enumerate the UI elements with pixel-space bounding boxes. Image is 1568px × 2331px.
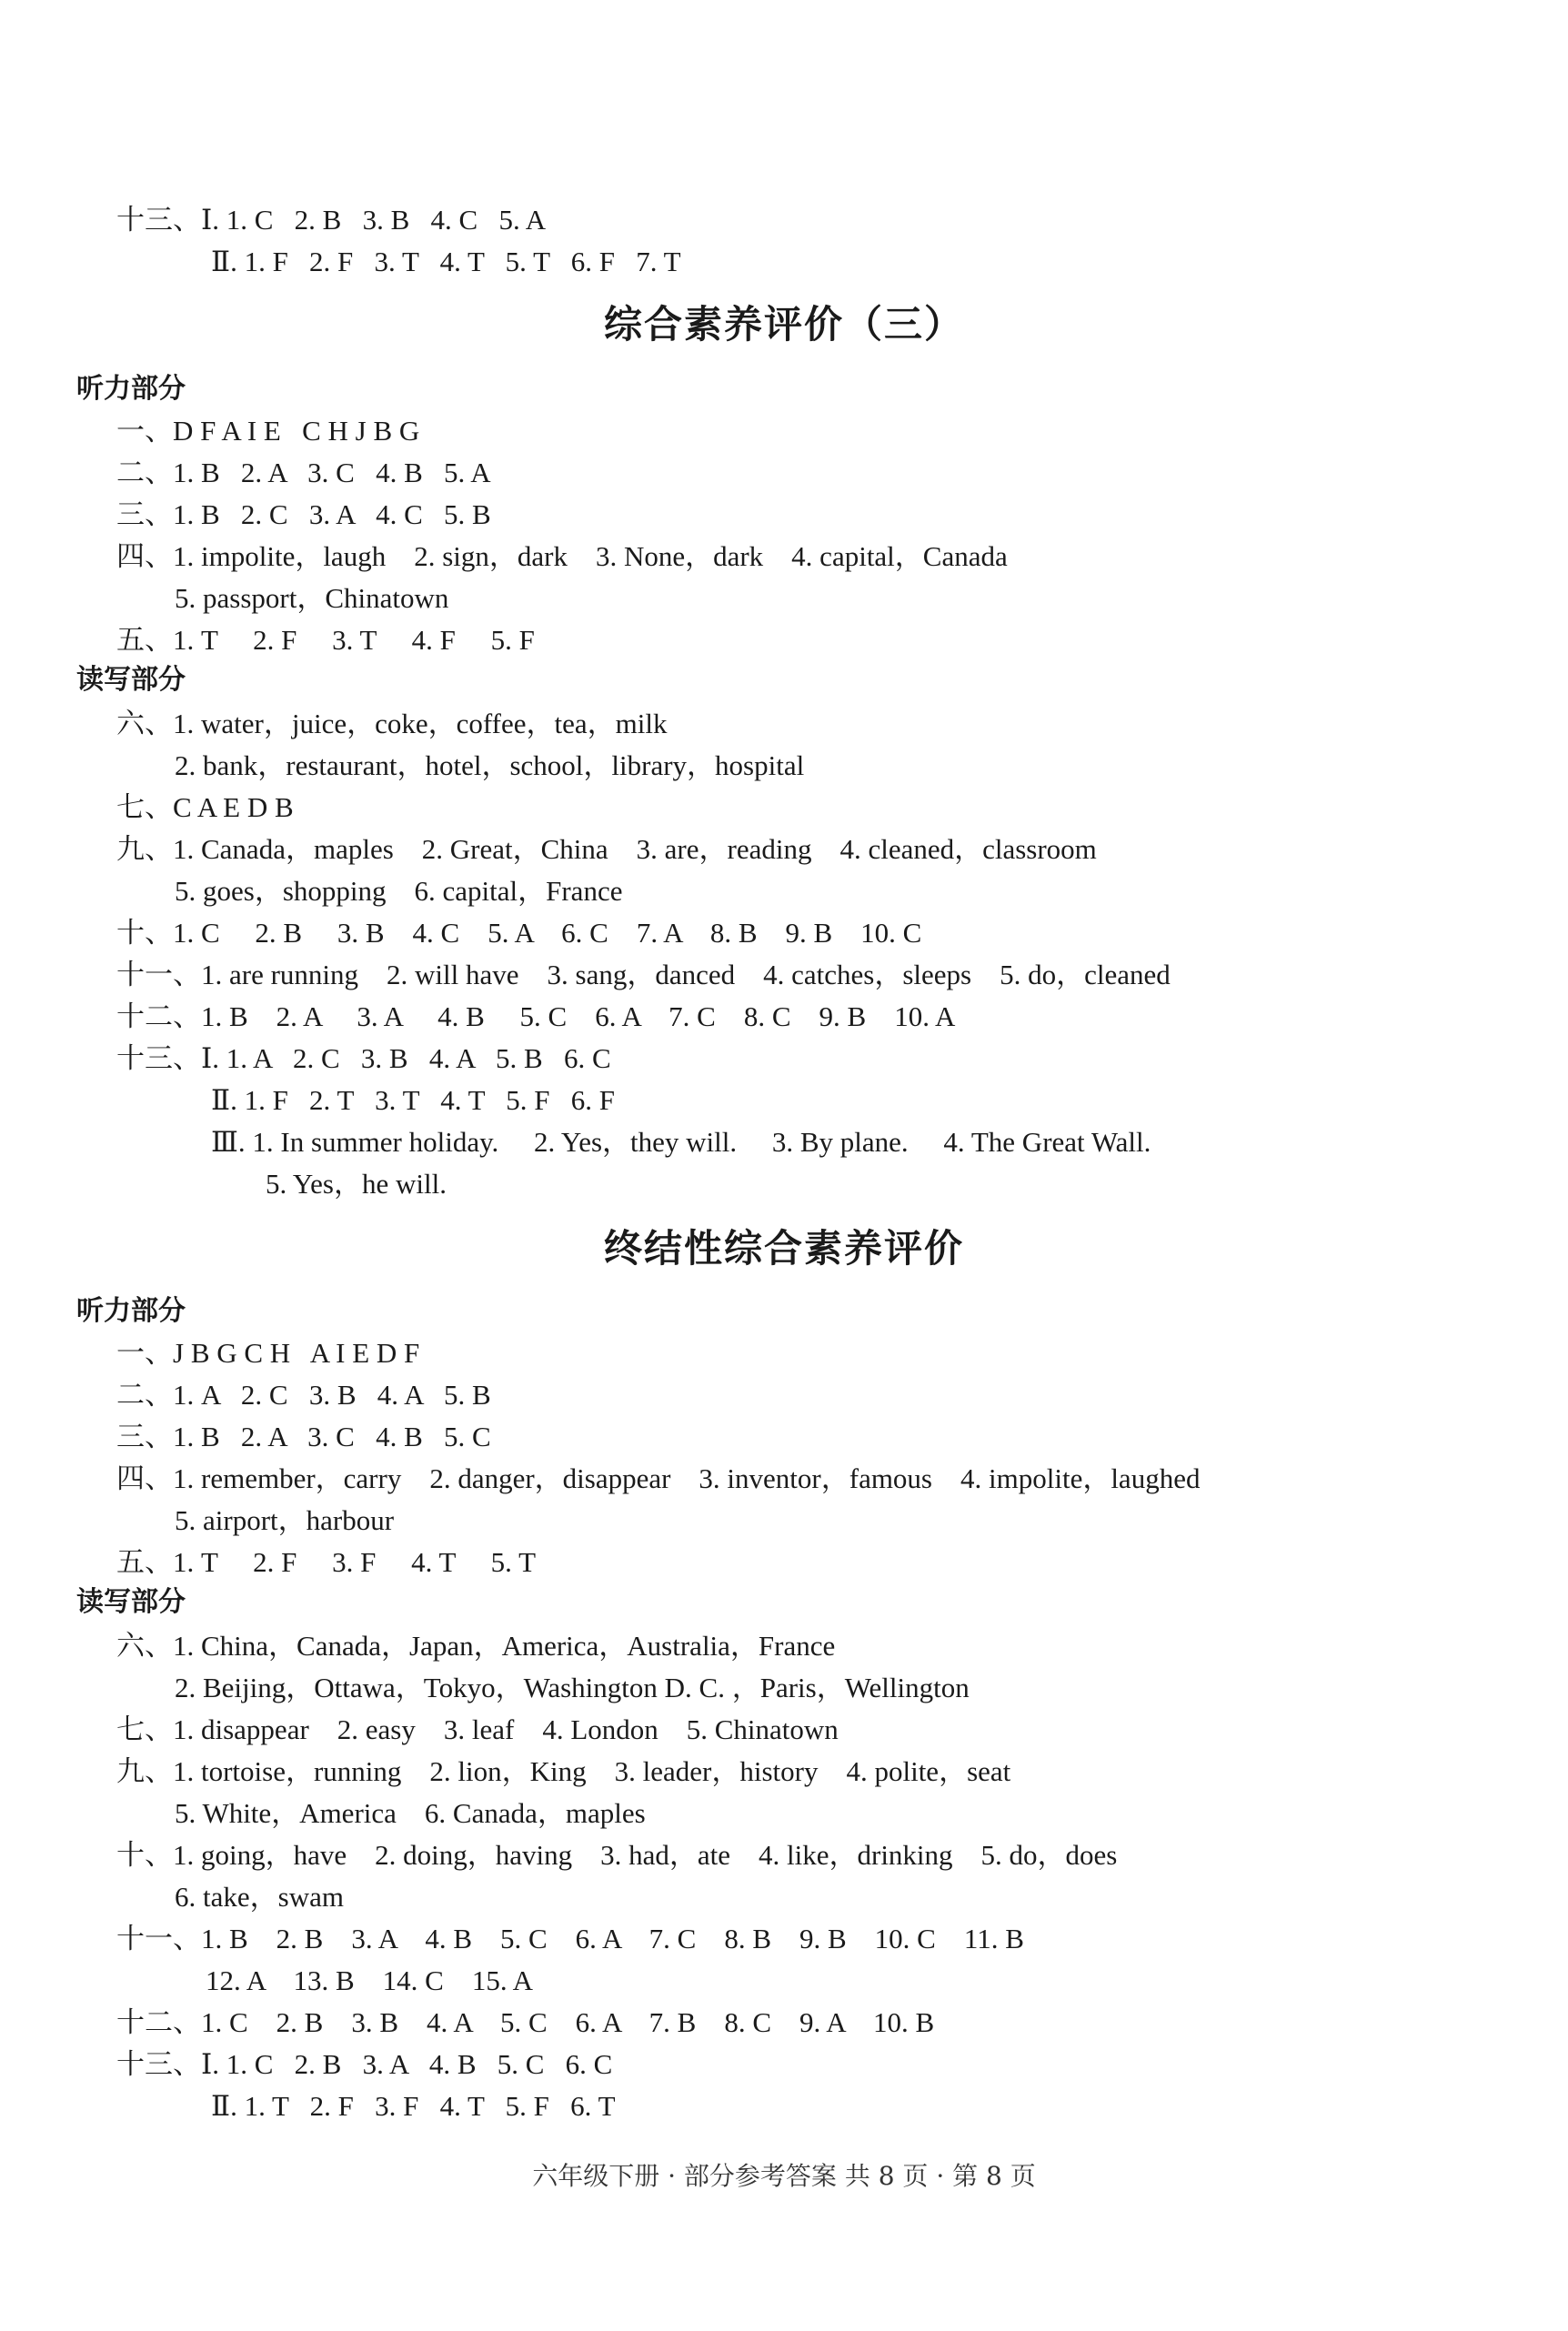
answer-line: 六、1. China，Canada，Japan，America，Australia，France xyxy=(116,1630,836,1662)
answer-line: 5. airport，harbour xyxy=(175,1504,395,1536)
answer-line: 十三、Ⅰ. 1. A 2. C 3. B 4. A 5. B 6. C xyxy=(116,1042,611,1074)
answer-line: 5. goes，shopping 6. capital，France xyxy=(175,875,623,907)
part-heading: 读写部分 xyxy=(76,1586,186,1618)
answer-line: 十二、1. C 2. B 3. B 4. A 5. C 6. A 7. B 8. C 9. A 10. B xyxy=(116,2006,935,2038)
part-heading: 听力部分 xyxy=(76,373,186,405)
answer-line: 6. take，swam xyxy=(175,1881,344,1913)
answer-line: 十、1. going，have 2. doing，having 3. had，ate 4. like，drinking 5. do，does xyxy=(116,1839,1118,1871)
answer-line: 十一、1. are running 2. will have 3. sang，danced 4. catches，sleeps 5. do，cleaned xyxy=(116,959,1171,990)
answer-line: 十一、1. B 2. B 3. A 4. B 5. C 6. A 7. C 8. B 9. B 10. C 11. B xyxy=(116,1923,1024,1954)
answer-line: 5. White，America 6. Canada，maples xyxy=(175,1797,646,1829)
answer-line: 六、1. water，juice，coke，coffee，tea，milk xyxy=(116,708,668,739)
answer-line: 二、1. B 2. A 3. C 4. B 5. A xyxy=(116,457,491,488)
answer-line: 五、1. T 2. F 3. F 4. T 5. T xyxy=(116,1546,537,1578)
part-heading: 读写部分 xyxy=(76,664,186,696)
answer-line: 七、C A E D B xyxy=(116,791,294,823)
answer-line: 十、1. C 2. B 3. B 4. C 5. A 6. C 7. A 8. B 9. B 10. C xyxy=(116,917,922,949)
answer-line: 2. bank，restaurant，hotel，school，library，hospital xyxy=(175,749,805,781)
answer-line: 七、1. disappear 2. easy 3. leaf 4. London 5. Chinatown xyxy=(116,1713,839,1745)
answer-line: Ⅱ. 1. F 2. T 3. T 4. T 5. F 6. F xyxy=(211,1084,615,1116)
part-heading: 听力部分 xyxy=(76,1295,186,1327)
page-footer: 六年级下册 · 部分参考答案 共 8 页 · 第 8 页 xyxy=(532,2161,1036,2191)
answer-line: 2. Beijing，Ottawa，Tokyo，Washington D. C. ，Paris，Wellington xyxy=(175,1672,970,1703)
answer-line: 九、1. Canada，maples 2. Great，China 3. are，reading 4. cleaned，classroom xyxy=(116,833,1097,865)
answer-line: 三、1. B 2. C 3. A 4. C 5. B xyxy=(116,498,491,530)
answer-line: Ⅲ. 1. In summer holiday. 2. Yes，they will. 3. By plane. 4. The Great Wall. xyxy=(211,1126,1151,1158)
answer-line: 12. A 13. B 14. C 15. A xyxy=(206,1964,533,1996)
answer-line: 一、J B G C H A I E D F xyxy=(116,1337,420,1369)
answer-line: 五、1. T 2. F 3. T 4. F 5. F xyxy=(116,624,535,656)
answer-line: Ⅱ. 1. T 2. F 3. F 4. T 5. F 6. T xyxy=(211,2090,616,2122)
answer-line: Ⅱ. 1. F 2. F 3. T 4. T 5. T 6. F 7. T xyxy=(211,246,681,277)
section-title: 综合素养评价（三） xyxy=(603,302,964,347)
answer-line: 四、1. remember，carry 2. danger，disappear 3. inventor，famous 4. impolite，laughed xyxy=(116,1462,1201,1494)
answer-line: 十二、1. B 2. A 3. A 4. B 5. C 6. A 7. C 8. C 9. B 10. A xyxy=(116,1000,956,1032)
answer-line: 三、1. B 2. A 3. C 4. B 5. C xyxy=(116,1421,491,1452)
answer-line: 九、1. tortoise，running 2. lion，King 3. leader，history 4. polite，seat xyxy=(116,1755,1011,1787)
answer-line: 二、1. A 2. C 3. B 4. A 5. B xyxy=(116,1379,491,1411)
section-title: 终结性综合素养评价 xyxy=(603,1226,964,1271)
answer-line: 一、D F A I E C H J B G xyxy=(116,415,420,447)
answer-line: 十三、Ⅰ. 1. C 2. B 3. B 4. C 5. A xyxy=(116,204,547,236)
answer-line: 5. Yes，he will. xyxy=(266,1168,447,1200)
answer-line: 四、1. impolite，laugh 2. sign，dark 3. None，dark 4. capital，Canada xyxy=(116,540,1008,572)
answer-line: 5. passport，Chinatown xyxy=(175,582,449,614)
answer-line: 十三、Ⅰ. 1. C 2. B 3. A 4. B 5. C 6. C xyxy=(116,2048,613,2080)
